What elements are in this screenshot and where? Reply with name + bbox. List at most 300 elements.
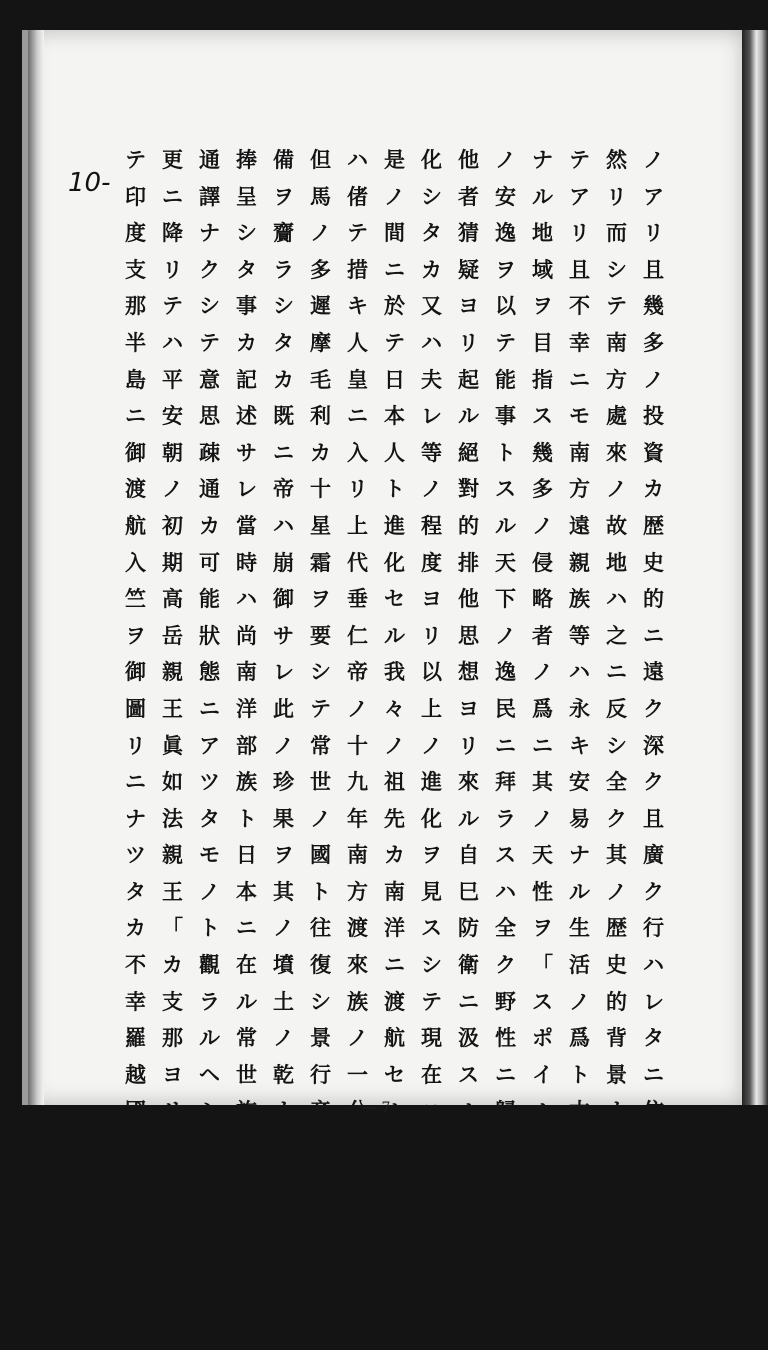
text-char: 代 [384, 1281, 405, 1307]
text-char: カ [606, 1098, 627, 1124]
text-char: イ [532, 1061, 553, 1087]
text-column [561, 142, 598, 1350]
text-char: ク [606, 805, 627, 831]
text-char: ル [347, 1281, 368, 1307]
text-char: 初 [162, 512, 183, 538]
text-char: 是 [384, 147, 405, 172]
text-char: レ [643, 988, 664, 1014]
text-char: 帝 [310, 1098, 331, 1124]
text-char: 夫 [421, 366, 442, 392]
text-char: タ [236, 256, 257, 282]
text-char: 」 [532, 1135, 553, 1161]
text-char: 霜 [310, 549, 331, 575]
text-char: 海 [162, 1135, 183, 1161]
text-char: 分 [347, 1098, 368, 1124]
text-char: ニ [273, 439, 294, 465]
text-char: 支 [162, 988, 183, 1014]
text-char: 在 [236, 952, 257, 978]
text-char: 多 [310, 256, 331, 282]
text-char: 上 [421, 695, 442, 721]
text-char: ニ [569, 366, 590, 392]
text-char: 岳 [162, 622, 183, 648]
text-char: タ [273, 329, 294, 355]
text-char: 御 [273, 1208, 294, 1234]
text-char: 十 [310, 476, 331, 502]
text-char: モ [569, 403, 590, 429]
text-char: 歸 [495, 1098, 516, 1124]
text-char: 歴 [643, 512, 664, 538]
text-char: ハ [495, 878, 516, 904]
text-char: ラ [199, 988, 220, 1014]
text-char: 族 [458, 1244, 479, 1270]
text-char: 天 [532, 842, 553, 868]
text-char: 記 [236, 366, 257, 392]
text-column [302, 142, 339, 1350]
text-char: ノ [199, 878, 220, 904]
text-char: 南 [347, 842, 368, 868]
text-char: ノ [606, 476, 627, 502]
text-char: ノ [384, 732, 405, 758]
text-char: 幾 [643, 293, 664, 319]
text-char: 降 [162, 220, 183, 246]
text-char: 陵 [273, 1244, 294, 1270]
text-char: 航 [384, 1025, 405, 1051]
text-char: カ [125, 915, 146, 941]
text-char: 永 [569, 695, 590, 721]
text-char: 仁 [347, 622, 368, 648]
text-char: 族 [236, 769, 257, 795]
text-char: 安 [162, 403, 183, 429]
text-char: リ [162, 1098, 183, 1124]
text-char: ス [532, 988, 553, 1014]
text-char: ル [458, 1098, 479, 1124]
text-char: 防 [458, 915, 479, 941]
text-char: 安 [569, 769, 590, 795]
text-char: 背 [606, 1025, 627, 1051]
text-char: 如 [162, 769, 183, 795]
text-char: タ [199, 805, 220, 831]
text-char: ア [199, 732, 220, 758]
text-char: リ [569, 220, 590, 246]
text-char: ル [495, 512, 516, 538]
text-char: 神 [384, 1244, 405, 1270]
text-char: 民 [495, 695, 516, 721]
text-char: ヨ [458, 695, 479, 721]
text-char: ク [199, 256, 220, 282]
text-char: 此 [273, 695, 294, 721]
text-char: ハ [606, 586, 627, 612]
text-char: 日 [384, 366, 405, 392]
text-char: タ [421, 220, 442, 246]
text-char: 爲 [532, 695, 553, 721]
text-char: 齎 [273, 220, 294, 246]
text-char: 珍 [273, 769, 294, 795]
text-char: 化 [421, 805, 442, 831]
text-char: リ [643, 220, 664, 246]
text-char: 度 [421, 549, 442, 575]
text-char: 在 [532, 1281, 553, 1307]
text-char: 猜 [458, 220, 479, 246]
text-char: 事 [236, 293, 257, 319]
text-char: サ [347, 1208, 368, 1234]
text-char: ナ [199, 220, 220, 246]
text-char: シ [236, 220, 257, 246]
text-char: 狀 [199, 622, 220, 648]
text-char: ノ [310, 805, 331, 831]
text-char: 全 [606, 769, 627, 795]
text-char: 幾 [532, 439, 553, 465]
text-char: 能 [199, 586, 220, 612]
text-char: 」 [125, 1318, 146, 1343]
text-char: 進 [384, 512, 405, 538]
text-char: 其 [273, 878, 294, 904]
text-char: 果 [273, 805, 294, 831]
text-char: ノ [532, 659, 553, 685]
text-char: タ [495, 1171, 516, 1197]
text-char: ヲ [125, 622, 146, 648]
text-char: 南 [384, 878, 405, 904]
text-char: 所 [458, 1135, 479, 1161]
text-char: サ [273, 1135, 294, 1161]
text-char: ラ [125, 1208, 146, 1234]
text-char: 目 [532, 329, 553, 355]
text-char: シ [310, 659, 331, 685]
text-char: リ [458, 329, 479, 355]
text-char: 逸 [495, 220, 516, 246]
text-char: ポ [532, 1025, 553, 1051]
text-char: 且 [643, 805, 664, 831]
text-char: 年 [310, 1171, 331, 1197]
text-char: 王 [162, 878, 183, 904]
text-char: 等 [421, 439, 442, 465]
text-char: 疎 [199, 439, 220, 465]
text-char: 御 [125, 439, 146, 465]
text-char: 更 [162, 147, 183, 172]
text-char: ル [532, 1098, 553, 1124]
text-char: ア [569, 183, 590, 209]
text-char: 我 [384, 659, 405, 685]
text-char: ス [458, 1061, 479, 1087]
text-char: 「 [162, 915, 183, 941]
text-char: 以 [421, 659, 442, 685]
text-char: 來 [569, 1135, 590, 1161]
text-char: 本 [236, 878, 257, 904]
text-char: 採 [162, 1244, 183, 1270]
text-char: 他 [458, 586, 479, 612]
text-char: ノ [643, 147, 664, 172]
text-char: ハ [236, 1281, 257, 1307]
text-char: 遠 [569, 512, 590, 538]
text-char: サ [273, 622, 294, 648]
text-char: 者 [458, 183, 479, 209]
text-char: 帝 [347, 659, 368, 685]
text-char: 入 [347, 439, 368, 465]
text-column [450, 142, 487, 1350]
text-char: 而 [606, 220, 627, 246]
text-char: ス [495, 476, 516, 502]
text-char: 復 [310, 952, 331, 978]
text-char: 且 [569, 256, 590, 282]
text-char: 印 [125, 183, 146, 209]
text-char: 世 [310, 769, 331, 795]
text-char: 半 [125, 329, 146, 355]
text-column [265, 142, 302, 1350]
text-char: ノ [495, 1281, 516, 1307]
text-char: 絕 [458, 439, 479, 465]
text-char: シ [606, 732, 627, 758]
text-char: ニ [384, 952, 405, 978]
text-char: リ [421, 622, 442, 648]
text-column [191, 142, 228, 1350]
text-char: 尚 [236, 622, 257, 648]
text-char: ヨ [458, 293, 479, 319]
text-char: 其 [532, 769, 553, 795]
text-char: 之 [606, 622, 627, 648]
text-char: ニ [495, 1061, 516, 1087]
text-char: ト [236, 805, 257, 831]
text-char: 貧 [606, 1244, 627, 1270]
text-char: モ [199, 842, 220, 868]
text-char: ノ [606, 878, 627, 904]
text-char: 態 [199, 659, 220, 685]
text-column [117, 142, 154, 1350]
text-char: ノ [421, 732, 442, 758]
text-char: 衛 [458, 952, 479, 978]
text-char: 支 [125, 256, 146, 282]
text-char: 實 [384, 1171, 405, 1197]
text-char: 思 [458, 622, 479, 648]
text-char: ナ [125, 805, 146, 831]
text-char: 族 [347, 988, 368, 1014]
text-char: シ [199, 293, 220, 319]
text-char: ノ [347, 1025, 368, 1051]
text-char: 謂 [458, 1171, 479, 1197]
text-char: 進 [421, 769, 442, 795]
text-char: 來 [458, 769, 479, 795]
text-char: ヨ [421, 586, 442, 612]
text-char: 朝 [162, 439, 183, 465]
text-char: 景 [606, 1061, 627, 1087]
text-column [413, 142, 450, 1350]
text-char: ニ [384, 256, 405, 282]
text-char: ノ [273, 732, 294, 758]
margin-annotation: 10- [68, 168, 111, 198]
text-char: 其 [569, 1171, 590, 1197]
text-char: 毛 [310, 366, 331, 392]
text-char: レ [532, 1208, 553, 1234]
text-char: 度 [125, 220, 146, 246]
text-char: 摩 [310, 329, 331, 355]
page-folio: — 7 [363, 1100, 391, 1116]
text-char: 捧 [236, 147, 257, 172]
text-char: ノ [532, 512, 553, 538]
text-char: ト [199, 915, 220, 941]
text-char: ニ [606, 659, 627, 685]
text-char: 圖 [125, 695, 146, 721]
text-char: サ [532, 1171, 553, 1197]
text-char: ル [532, 183, 553, 209]
text-column [228, 142, 265, 1350]
text-char: ノ [273, 1025, 294, 1051]
text-char: 逸 [495, 659, 516, 685]
text-char: 故 [606, 512, 627, 538]
text-char: セ [384, 1061, 405, 1087]
text-char: 眞 [162, 732, 183, 758]
text-char: ヲ [532, 293, 553, 319]
text-char: ノ [643, 366, 664, 392]
text-char: ニ [199, 695, 220, 721]
text-char: ル [199, 1025, 220, 1051]
text-char: 爲 [569, 1025, 590, 1051]
text-char: 程 [421, 512, 442, 538]
text-char: ハ [273, 512, 294, 538]
text-char: 略 [532, 586, 553, 612]
text-char: 往 [310, 915, 331, 941]
text-char: 蠻 [458, 1208, 479, 1234]
text-char: ア [643, 183, 664, 209]
text-char: サ [236, 439, 257, 465]
text-char: カ [310, 439, 331, 465]
text-column [376, 142, 413, 1350]
text-char: 拜 [495, 769, 516, 795]
text-char: 想 [458, 659, 479, 685]
text-char: 侵 [532, 549, 553, 575]
text-char: 易 [569, 805, 590, 831]
text-char: ニ [532, 732, 553, 758]
text-char: 那 [162, 1025, 183, 1051]
text-char: ニ [273, 1281, 294, 1307]
text-char: 通 [199, 147, 220, 172]
text-char: 法 [162, 805, 183, 831]
text-char: 親 [162, 659, 183, 685]
text-char: ニ [643, 1061, 664, 1087]
text-char: 既 [273, 403, 294, 429]
text-char: 的 [643, 586, 664, 612]
text-char: ス [421, 915, 442, 941]
text-char: カ [273, 366, 294, 392]
text-char: 生 [569, 915, 590, 941]
text-char: 渡 [347, 915, 368, 941]
text-char: ヲ [421, 842, 442, 868]
text-char: 於 [384, 293, 405, 319]
text-char: ヲ [310, 586, 331, 612]
text-char: ハ [347, 147, 368, 172]
text-char: ク [643, 695, 664, 721]
text-char: 「 [125, 1135, 146, 1161]
text-char: リ [162, 256, 183, 282]
text-char: 一 [347, 1061, 368, 1087]
text-char: 崩 [273, 549, 294, 575]
text-char: リ [606, 183, 627, 209]
text-char: 呈 [236, 183, 257, 209]
book-spine-edge [742, 30, 768, 1105]
text-char: 地 [532, 220, 553, 246]
text-char: 島 [125, 366, 146, 392]
text-char: テ [199, 329, 220, 355]
text-char: 親 [162, 842, 183, 868]
text-char: 多 [643, 329, 664, 355]
text-char: セ [384, 586, 405, 612]
text-char: ノ [569, 988, 590, 1014]
text-char: ル [273, 1171, 294, 1197]
text-char: ル [384, 622, 405, 648]
text-char: ノ [273, 915, 294, 941]
text-char: 遠 [643, 659, 664, 685]
text-char: 本 [384, 403, 405, 429]
text-char: 馬 [310, 183, 331, 209]
text-char: 渡 [384, 988, 405, 1014]
text-char: 人 [384, 439, 405, 465]
text-char: テ [125, 147, 146, 172]
text-char: 元 [310, 1135, 331, 1161]
text-char: 當 [236, 512, 257, 538]
text-char: ラ [273, 256, 294, 282]
text-char: ト [310, 878, 331, 904]
text-char: ノ [495, 622, 516, 648]
text-char: 性 [532, 878, 553, 904]
text-char: 起 [458, 366, 479, 392]
text-char: シ [606, 256, 627, 282]
text-char: 乾 [273, 1061, 294, 1087]
text-char: 極 [606, 1135, 627, 1161]
text-column [598, 142, 635, 1350]
text-char: 等 [569, 622, 590, 648]
text-char: ル [421, 1244, 442, 1270]
text-char: ニ [125, 769, 146, 795]
text-char: テ [495, 329, 516, 355]
text-char: 南 [236, 659, 257, 685]
text-char: 見 [421, 878, 442, 904]
text-char: 措 [347, 256, 368, 282]
text-char: ヨ [162, 1061, 183, 1087]
text-char: レ [236, 476, 257, 502]
text-char: シ [199, 1098, 220, 1124]
text-char: テ [606, 293, 627, 319]
text-char: 祖 [384, 769, 405, 795]
text-char: ノ [532, 805, 553, 831]
text-char: 通 [199, 476, 220, 502]
text-char: 利 [310, 403, 331, 429]
text-char: 史 [606, 952, 627, 978]
text-char: カ [199, 512, 220, 538]
text-char: 弱 [606, 1281, 627, 1307]
text-char: 幸 [125, 988, 146, 1014]
text-char: ヘ [199, 1061, 220, 1087]
text-char: 豐 [569, 1244, 590, 1270]
text-char: 者 [532, 622, 553, 648]
text-char: ハ [421, 329, 442, 355]
text-char: ラ [495, 805, 516, 831]
text-char: 地 [606, 549, 627, 575]
text-char: カ [273, 1098, 294, 1124]
text-char: 化 [421, 147, 442, 172]
text-char: 處 [606, 403, 627, 429]
text-char: 人 [347, 329, 368, 355]
text-char: 墳 [273, 952, 294, 978]
text-char: ヲ [495, 256, 516, 282]
text-char: ク [495, 952, 516, 978]
text-char: 語 [236, 1244, 257, 1270]
text-char: シ [273, 293, 294, 319]
text-char: 國 [125, 1098, 146, 1124]
text-char: 渡 [125, 476, 146, 502]
text-char: 那 [125, 293, 146, 319]
text-char: ヲ [273, 842, 294, 868]
text-char: レ [421, 403, 442, 429]
text-char: 族 [569, 586, 590, 612]
text-char: 方 [606, 366, 627, 392]
text-char: ル [569, 878, 590, 904]
